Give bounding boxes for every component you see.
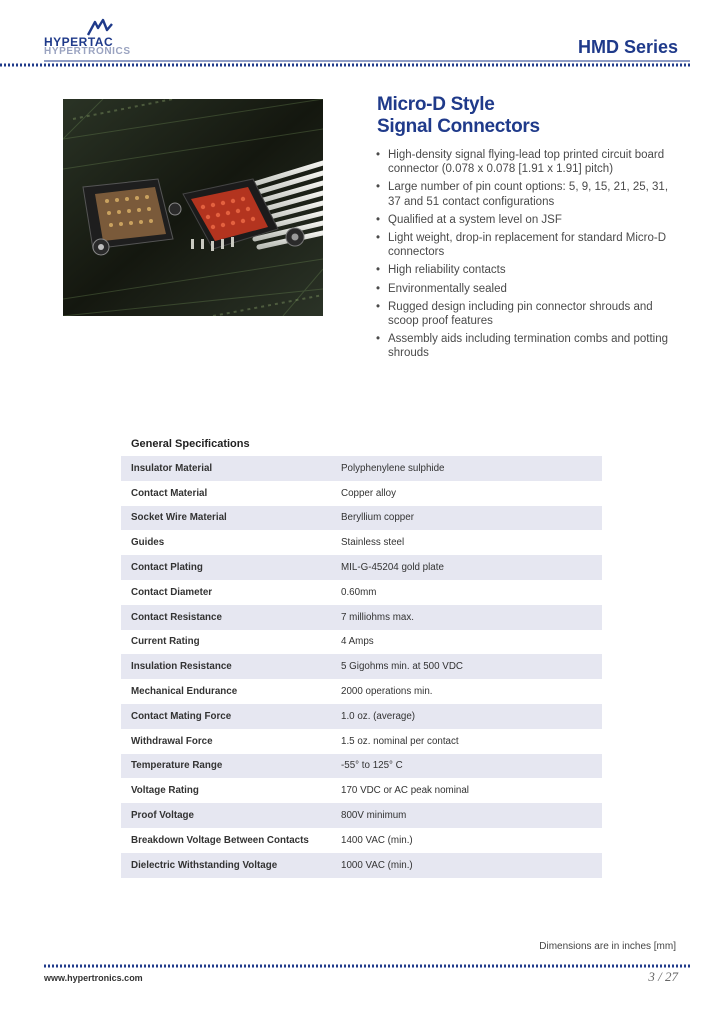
spec-value: 7 milliohms max. [331,605,602,630]
table-row [121,778,602,803]
spec-name: Proof Voltage [121,803,331,828]
spec-name: Mechanical Endurance [131,686,238,698]
spec-name: Insulator Material [121,456,331,481]
table-row [121,456,602,481]
spec-value: 800V minimum [331,803,602,828]
spec-value: 2000 operations min. [341,686,433,698]
spec-value: 1400 VAC (min.) [341,834,413,846]
spec-value: 170 VDC or AC peak nominal [341,785,469,797]
spec-name: Guides [131,537,165,549]
title-line-2: Signal Connectors [377,116,540,137]
feature-list [376,148,676,365]
spec-value: Beryllium copper [331,506,602,531]
spec-value: -55° to 125° C [331,754,602,779]
spec-name: Socket Wire Material [121,506,331,531]
spec-value: 0.60mm [341,586,377,598]
product-title [377,94,540,138]
brand-hypertronics: HYPERTRONICS [44,46,131,57]
table-row [121,803,602,828]
series-title: HMD Series [577,37,678,57]
spec-value: Copper alloy [341,487,397,499]
spec-name: Voltage Rating [131,785,199,797]
specifications-table [121,431,602,878]
footer-rule [44,963,690,971]
table-row [121,605,602,630]
logo-mark-icon [86,18,114,36]
spec-value: 1.0 oz. (average) [331,704,602,729]
spec-name: Insulation Resistance [121,654,331,679]
table-row [121,679,602,704]
spec-value: MIL-G-45204 gold plate [331,555,602,580]
specifications-heading: General Specifications [131,437,250,450]
table-row [121,506,602,531]
header-rule [0,59,690,71]
table-row [121,555,602,580]
table-row [121,754,602,779]
table-row [121,530,602,555]
feature-item: • Qualified at a system level on JSF [376,213,676,227]
spec-value: 1000 VAC (min.) [331,853,602,878]
feature-item: • Large number of pin count options: 5, 9, 15, 21, 25, 31, 37 and 51 contact configurations [376,180,676,208]
feature-item: • High-density signal flying-lead top printed circuit board connector (0.078 x 0.078 [1.91 x 1.91] pitch) [376,148,676,176]
table-row [121,580,602,605]
table-row [121,729,602,754]
feature-item: • Light weight, drop-in replacement for standard Micro-D connectors [376,231,676,259]
spec-name: Current Rating [131,636,200,648]
spec-name: Contact Material [131,487,208,499]
spec-value: 5 Gigohms min. at 500 VDC [331,654,602,679]
page-number: 3 / 27 [648,969,678,984]
feature-item: • Assembly aids including termination combs and potting shrouds [376,332,676,360]
feature-item: • Environmentally sealed [376,282,676,296]
spec-name: Contact Diameter [131,586,213,598]
table-row [121,630,602,655]
spec-name: Withdrawal Force [131,735,213,747]
dimensions-note: Dimensions are in inches [mm] [539,941,676,952]
spec-name: Breakdown Voltage Between Contacts [131,834,309,846]
website-link[interactable]: www.hypertronics.com [44,973,143,983]
spec-value: Polyphenylene sulphide [331,456,602,481]
table-row [121,853,602,878]
table-row [121,704,602,729]
product-photo [63,99,323,316]
title-line-1: Micro-D Style [377,94,495,115]
spec-value: 1.5 oz. nominal per contact [341,735,459,747]
spec-value: Stainless steel [341,537,405,549]
table-row [121,654,602,679]
feature-item: • Rugged design including pin connector shrouds and scoop proof features [376,300,676,328]
spec-name: Dielectric Withstanding Voltage [121,853,331,878]
spec-name: Contact Resistance [121,605,331,630]
spec-name: Contact Mating Force [121,704,331,729]
spec-name: Temperature Range [121,754,331,779]
connector-image [63,99,323,316]
company-logo [44,18,154,58]
table-row [121,828,602,853]
spec-name: Contact Plating [121,555,331,580]
feature-item: • High reliability contacts [376,263,676,277]
table-row [121,481,602,506]
spec-value: 4 Amps [341,636,374,648]
brand-hypertac: HYPERTAC [44,35,114,49]
